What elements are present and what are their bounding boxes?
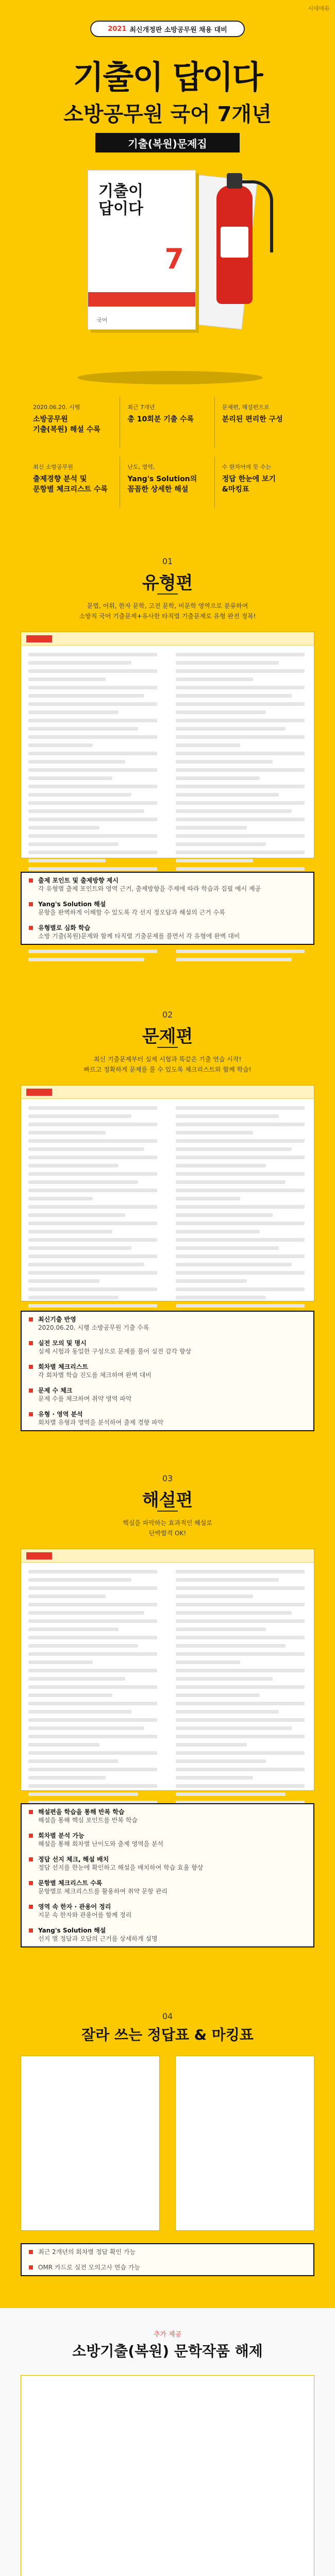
callout-desc: 정답 선지를 한눈에 확인하고 해설을 배치하여 학습 효율 향상: [38, 1864, 204, 1871]
callout-item: [22, 1875, 313, 1899]
page-preview: [21, 632, 314, 858]
callout-title: 문제 수 체크: [38, 1387, 73, 1394]
bullet-icon: [29, 2250, 33, 2254]
callout-item: [22, 1383, 313, 1406]
callout-title: 영역 속 한자 · 관용어 정리: [38, 1903, 111, 1910]
section-literature: [0, 2308, 335, 2576]
bullet-icon: [29, 878, 33, 883]
callout-item: [22, 2260, 313, 2275]
book-cover-title: 기출이 답이다: [98, 182, 143, 218]
book-cover: [88, 170, 196, 330]
section-answer-sheet: [0, 1994, 335, 2308]
book-cover-subject: 국어: [96, 317, 108, 324]
bullet-icon: [29, 902, 33, 906]
banner-year: 2021: [108, 25, 127, 33]
preview-badge: [26, 1089, 52, 1096]
literature-preview: [21, 2375, 314, 2576]
book-display: [0, 165, 335, 392]
extinguisher-neck: [227, 173, 242, 189]
section-description: 문법, 어휘, 한자 문학, 고전 문학, 비문학 영역으로 분류하여 소방직 국어 기출문제+유사한 타직렬 기출문제로 유형 완전 정복!: [79, 602, 256, 620]
callout-desc: 선지 별 정답과 오답의 근거를 상세하게 설명: [38, 1935, 158, 1942]
preview-badge: [26, 635, 52, 642]
callout-desc: OMR 카드로 실전 모의고사 연습 가능: [38, 2264, 140, 2271]
section-title: 소방기출(복원) 문학작품 해제: [72, 2343, 263, 2360]
callout-item: [22, 1406, 313, 1430]
preview-header: [21, 1086, 314, 1099]
book-cover-strip: [88, 292, 195, 307]
section-title: 문제편: [142, 1026, 193, 1047]
feature-item: [215, 456, 309, 508]
section-title: 해설편: [142, 1490, 193, 1511]
section-type-part: [0, 536, 335, 989]
callout-item: [22, 920, 313, 944]
callout-item: [22, 1923, 313, 1946]
callout-list: [21, 872, 314, 945]
bullet-icon: [29, 1810, 33, 1814]
preview-header: [21, 632, 314, 646]
bullet-icon: [29, 1881, 33, 1885]
feature-headline: 소방공무원 기출(복원) 해설 수록: [33, 415, 100, 434]
hero-title: 기출이 답이다: [73, 58, 262, 96]
page-preview: [21, 1549, 314, 1791]
feature-caption: 수 한자어에 뜻 수는: [222, 464, 272, 470]
bullet-icon: [29, 926, 33, 930]
callout-desc: 실제 시험과 동일한 구성으로 문제를 풀어 실전 감각 향상: [38, 1348, 192, 1355]
feature-item: [26, 456, 120, 508]
callout-item: [22, 1852, 313, 1875]
callout-desc: 문항별로 체크리스트를 활용하여 취약 문항 관리: [38, 1888, 167, 1895]
bullet-icon: [29, 1388, 33, 1393]
feature-item: [120, 397, 214, 448]
section-title: 유형편: [142, 573, 193, 594]
callout-title: 정답 선지 체크, 해설 배치: [38, 1856, 109, 1863]
callout-item: [22, 1359, 313, 1383]
callout-desc: 문제 수를 체크하며 취약 영역 파악: [38, 1395, 132, 1402]
callout-title: Yang's Solution 해설: [38, 1927, 106, 1934]
callout-title: 문항별 체크리스트 수록: [38, 1879, 103, 1887]
feature-headline: 정답 한눈에 보기 &마킹표: [222, 475, 276, 494]
callout-title: Yang's Solution 해설: [38, 901, 106, 908]
callout-desc: 2020.06.20. 시행 소방공무원 기출 수록: [38, 1324, 149, 1331]
extinguisher-label: [221, 227, 248, 258]
feature-item: [120, 456, 214, 508]
bullet-icon: [29, 1412, 33, 1416]
banner-text: 최신개정판 소방공무원 채용 대비: [129, 26, 227, 34]
bullet-icon: [29, 1317, 33, 1321]
callout-list: [21, 2243, 314, 2276]
section-number: 04: [162, 2011, 173, 2021]
feature-item: [26, 397, 120, 448]
section-title: 잘라 쓰는 정답표 & 마킹표: [81, 2026, 254, 2043]
bullet-icon: [29, 1928, 33, 1933]
section-answer-part: [0, 1453, 335, 1994]
bullet-icon: [29, 1857, 33, 1861]
page-preview: [21, 1085, 314, 1301]
section-description: 최신 기출문제부터 실제 시험과 똑같은 기출 연습 시작! 빠르고 정확하게 문제를 풀 수 있도록 체크리스트와 함께 학습!: [83, 1056, 252, 1073]
callout-title: 출제 포인트 및 출제방향 제시: [38, 877, 119, 884]
callout-desc: 해설을 통해 회차별 난이도와 출제 영역을 분석: [38, 1840, 164, 1848]
feature-caption: 최신 소방공무원: [33, 464, 73, 470]
feature-headline: 출제경향 분석 및 문항별 체크리스트 수록: [33, 475, 108, 494]
section-divider: [157, 1047, 178, 1048]
section-kicker: 추가 제공: [153, 2331, 182, 2338]
feature-headline: 분리된 편리한 구성: [222, 415, 283, 423]
section-number: 01: [162, 556, 173, 566]
feature-item: [215, 397, 309, 448]
bullet-icon: [29, 2265, 33, 2269]
answer-table-page: [21, 2056, 160, 2231]
callout-item: [22, 873, 313, 896]
answer-sheet-preview: [21, 2056, 314, 2241]
callout-title: 유형 · 영역 분석: [38, 1411, 83, 1418]
omr-card-page: [175, 2056, 314, 2231]
hero-tag: 기출(복원)문제집: [95, 133, 240, 152]
brand-corner: 시대에듀: [308, 5, 330, 12]
callout-title: 해설편을 학습을 통해 반복 학습: [38, 1808, 125, 1816]
section-number: 02: [162, 1010, 173, 1020]
book-shadow: [77, 371, 263, 384]
callout-item: [22, 1899, 313, 1923]
callout-desc: 소방 기출(복원)문제와 함께 타직렬 기출문제를 풀면서 각 유형에 완벽 대비: [38, 933, 240, 940]
callout-title: 유형별로 심화 학습: [38, 924, 91, 931]
preview-header: [21, 1549, 314, 1563]
callout-title: 회차별 체크리스트: [38, 1363, 88, 1370]
callout-item: [22, 896, 313, 920]
bullet-icon: [29, 1905, 33, 1909]
callout-title: 최신기출 반영: [38, 1316, 76, 1323]
section-question-part: [0, 989, 335, 1453]
section-divider: [157, 594, 178, 595]
feature-headline: Yang's Solution의 꼼꼼한 상세한 해설: [127, 475, 197, 494]
callout-desc: 각 유형별 출제 포인트와 영역 근거, 출제방향을 주제에 따라 학습과 집필 예시 제공: [38, 885, 261, 892]
preview-badge: [26, 1552, 52, 1560]
hero-subtitle: 소방공무원 국어 7개년: [63, 103, 272, 126]
callout-list: [21, 1311, 314, 1431]
bullet-icon: [29, 1834, 33, 1838]
feature-caption: 2020.06.20. 시행: [33, 404, 80, 411]
feature-grid: [26, 397, 309, 508]
callout-title: 실전 모의 및 명시: [38, 1340, 87, 1347]
bullet-icon: [29, 1341, 33, 1345]
bullet-icon: [29, 1365, 33, 1369]
callout-desc: 최근 2개년의 회차별 정답 확인 가능: [38, 2248, 136, 2256]
hero-section: [0, 0, 335, 536]
edition-banner: [90, 21, 245, 37]
callout-list: [21, 1803, 314, 1947]
section-divider: [157, 1511, 178, 1512]
callout-item: [22, 1804, 313, 1828]
feature-caption: 최근 7개년: [127, 404, 155, 411]
callout-desc: 문항을 완벽하게 이해할 수 있도록 각 선지 정오답과 해설의 근거 수록: [38, 909, 225, 916]
section-description: 핵심을 파악하는 효과적인 해설로 단박합격 OK!: [123, 1519, 212, 1537]
callout-desc: 해설을 통해 핵심 포인트를 반복 학습: [38, 1817, 138, 1824]
callout-item: [22, 1312, 313, 1335]
callout-desc: 각 회차별 학습 진도를 체크하며 완벽 대비: [38, 1371, 152, 1379]
callout-item: [22, 1335, 313, 1359]
feature-caption: 난도, 영역,: [127, 464, 155, 470]
callout-title: 회차별 분석 가능: [38, 1832, 85, 1839]
callout-item: [22, 1828, 313, 1852]
section-number: 03: [162, 1473, 173, 1483]
callout-desc: 지문 속 한자와 관용어를 함께 정리: [38, 1911, 132, 1919]
feature-headline: 총 10회분 기출 수록: [127, 415, 194, 423]
literature-page: [21, 2375, 314, 2576]
book-cover-number: 7: [164, 243, 184, 275]
feature-caption: 문제편, 해설편으로: [222, 404, 270, 411]
callout-desc: 회차별 유형과 영역을 분석하여 출제 경향 파악: [38, 1419, 164, 1426]
callout-item: [22, 2244, 313, 2260]
